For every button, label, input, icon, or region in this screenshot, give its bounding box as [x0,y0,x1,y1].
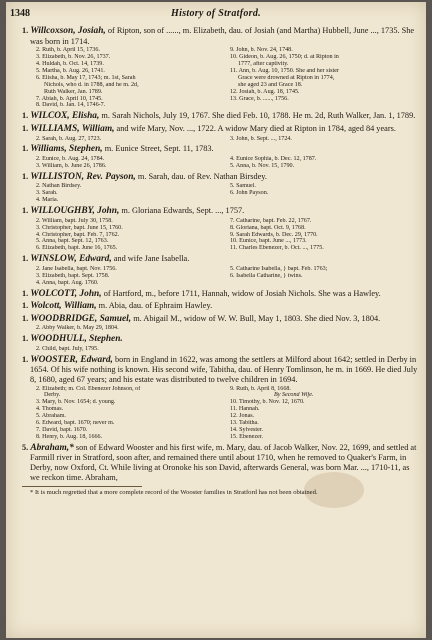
child-item: 12. Jonas. [230,413,255,420]
children-column-right [224,47,418,109]
person-name: WILLIAMS, William, [30,123,115,134]
child-item: 2. Child, bapt. July, 1795. [36,345,99,352]
entry-paragraph [22,355,418,385]
child-item: 3. Elizabeth, bapt. Sept. 1758. [36,272,110,279]
family-entry [22,206,418,252]
person-name: WILLOUGHBY, John, [30,206,120,217]
entry-text: m. Eunice Street, Sept. 11, 1783. [104,144,214,154]
entry-paragraph [22,314,418,325]
children-list [22,156,418,170]
child-item: 10. Timothy, b. Nov. 12, 1670. [230,399,305,406]
child-item: 11. Ann, b. Aug. 10, 1750. She and her sister [230,67,339,74]
entry-text: of Hartford, m., before 1711, Hannah, widow of Josiah Nichols. She was a Hawley. [103,288,381,298]
child-item: 12. Josiah, b. Aug. 18, 1745. [230,88,300,95]
children-column-left [36,156,224,170]
entry-number: 1. [22,301,29,311]
child-item: 14. Sylvester. [230,427,264,433]
child-item: 9. Sarah Edwards, b. Dec. 29, 1770. [230,231,318,238]
child-item: 5. Anna, bapt. Sept. 12, 1763. [36,238,109,245]
entry-paragraph [22,111,418,122]
person-name: WILCOX, Elisha, [30,111,100,122]
child-item: 2. Ruth, b. April 15, 1736. [36,47,100,54]
child-item: 2. William, bapt. July 30, 1758. [36,217,113,224]
entry-number: 1. [22,144,29,154]
child-item: Grace were drowned at Ripton in 1774, [238,74,335,81]
family-entry [22,443,418,482]
child-item: 4. Christopher, bapt. Feb. 7, 1762. [36,231,120,238]
footnote-rule [22,486,142,487]
entry-paragraph [22,443,418,482]
child-item: 8. Henry, b. Aug. 18, 1666. [36,433,103,440]
child-item: 7. David, bapt. 1670. [36,427,88,433]
entry-paragraph [22,254,418,265]
child-item: 8. David, b. Jan. 14, 1746-7. [36,102,106,109]
children-column-left [36,346,224,353]
child-item: Ruth Walker, Jan. 1789. [44,88,103,95]
entry-number: 5. [22,442,29,452]
entry-text: m. Abia, dau. of Ephraim Hawley. [98,301,213,311]
children-list [22,47,418,109]
entry-number: 1. [22,171,29,181]
child-item: 2. Nathan Birdsey. [36,183,82,190]
children-list [22,346,418,353]
child-item: 2. Jane Isabella, bapt. Nov. 1756. [36,265,117,272]
child-item: 6. Elisha, b. May 17, 1743; m. 1st, Sarah [36,74,136,81]
child-item: 9. John, b. Nov. 24, 1748. [230,47,293,54]
children-list [22,136,418,143]
child-item: 6. John Payson. [230,190,269,197]
children-column-left [36,218,224,253]
entry-paragraph [22,144,418,155]
child-item: 4. Huldah, b. Oct. 14, 1739. [36,61,104,67]
entry-number: 1. [22,313,29,323]
children-column-left [36,386,224,441]
child-item: 13. Tabitha. [230,420,259,427]
person-name: WILLISTON, Rev. Payson, [30,171,136,182]
children-list [22,386,418,441]
entry-text: and wife Jane Isabella. [113,254,190,264]
children-column-left [36,47,224,109]
family-entry [22,254,418,286]
child-item: 4. Anna, bapt. Aug. 1760. [36,279,99,286]
entry-number: 1. [22,206,29,216]
page-number: 1348 [10,8,30,19]
children-column-left [36,325,224,332]
child-item: 9. Ruth, b. April 8, 1668. [230,385,291,392]
family-entry [22,301,418,312]
person-name: Willcoxson, Josiah, [30,26,106,36]
entry-paragraph [22,206,418,217]
entry-paragraph [22,289,418,300]
children-list [22,325,418,332]
child-item: 5. Abraham. [36,413,66,420]
entry-paragraph [22,334,418,345]
children-column-right [224,218,418,253]
entry-text: m. Gloriana Edwards, Sept. ..., 1757. [121,206,245,216]
child-item: 11. Charles Ebenezer, b. Oct. ..., 1775. [230,245,324,252]
entry-number: 1. [22,334,29,344]
family-entry [22,334,418,353]
child-item: 5. Catharine Isabella, } bapt. Feb. 1763; [230,265,328,272]
child-item: 3. Sarah. [36,190,58,197]
family-entry [22,111,418,122]
child-item: 2. Elizabeth; m. Col. Ebenezer Johnson, of [36,385,141,392]
children-column-right [224,346,418,353]
children-column-right [224,266,418,287]
child-item: 3. William, b. June 26, 1786. [36,162,107,169]
children-list [22,266,418,287]
entry-number: 1. [22,354,29,364]
person-name: Wolcott, William, [30,301,97,312]
children-column-right [224,386,418,441]
children-list [22,183,418,204]
child-item: 8. Gloriana, bapt. Oct. 9, 1768. [230,224,306,231]
entry-number: 1. [22,123,29,133]
children-column-left [36,183,224,204]
footnote: * It is much regretted that a more complete record of the Wooster families in Stratford has not been obtained. [30,489,318,497]
entry-paragraph [22,172,418,183]
person-name: WOOSTER, Edward, [30,354,113,365]
child-item: 2. Eunice, b. Aug. 24, 1784. [36,156,105,163]
family-entry [22,172,418,204]
person-name: WOLCOTT, John, [30,288,102,299]
entry-number: 1. [22,26,29,35]
entry-paragraph [22,124,418,135]
child-item: 15. Ebenezer. [230,433,263,440]
entry-paragraph [22,301,418,312]
child-item: 2. Abby Walker, b. May 29, 1804. [36,325,119,332]
family-entry [22,314,418,333]
child-item: 3. Mary, b. Nov. 1654; d. young. [36,399,116,406]
book-page [6,2,426,638]
child-item: 10. Gideon, b. Aug. 26, 1750; d. at Ripton in [230,54,339,61]
child-item: 4. Thomas. [36,406,64,413]
entry-number: 1. [22,288,29,298]
child-item: By Second Wife. [274,392,314,399]
entry-number: 1. [22,254,29,264]
entry-text: of Ripton, son of ......, m. Elizabeth, dau. of Josiah (and Martha) Hubbell, June ..., 1735. She was born in 1714. [30,26,415,46]
page-header [6,8,426,22]
person-name: WINSLOW, Edward, [30,254,112,265]
genealogy-entries [22,26,418,497]
entry-text: born in England in 1622, was among the settlers at Milford about 1642; settled in Derby in 1654. Of his wife nothing is known. His second wife, Tabitha, dau. of Henry Tomlinson, he m. in 1669. He died July 8, 1680, aged 67 years; and his estate was distributed to twelve children in 1694. [30,354,418,384]
child-item: 1777, after captivity. [238,61,289,67]
children-column-left [36,136,224,143]
child-item: 6. Edward, bapt. 1670; never m. [36,420,115,427]
family-entry [22,124,418,143]
person-name: Williams, Stephen, [30,144,103,155]
person-name: Abraham,* [30,442,74,453]
child-item: 7. Catharine, bapt. Feb. 22, 1767. [230,217,312,224]
child-item: 7. Abiah, b. April 10, 1745. [36,95,103,102]
child-item: 4. Eunice Sophia, b. Dec. 12, 1787. [230,156,317,163]
entry-text: son of Edward Wooster and his first wife, m. Mary, dau. of Jacob Walker, Nov. 22, 1699, and settled at Farmill river in Stratford, soon after, and remained there until about 1710, when he removed to Quaker's Farm, in Derby, now Oxford, Ct. While living at Oronoke his son David, afterwards General, was born Mar. ..., 1710-11, as we reckon time. Abraham, [30,442,417,482]
family-entry [22,289,418,300]
child-item: she aged 23 and Grace 18. [238,81,303,88]
family-entry [22,355,418,441]
child-item: 3. Elizabeth, b. Nov. 26, 1737. [36,54,111,61]
child-item: 3. Christopher, bapt. June 15, 1760. [36,224,123,231]
entry-number: 1. [22,111,29,121]
child-item: 4. Maria. [36,197,59,204]
entry-text: m. Abigail M., widow of W. W. Bull, May 1, 1803. She died Nov. 3, 1804. [133,313,381,323]
child-item: 10. Eunice, bapt. June ..., 1773. [230,238,307,245]
children-column-right [224,325,418,332]
children-column-right [224,183,418,204]
children-column-right [224,136,418,143]
child-item: 3. John, b. Sept. ..., 1724. [230,135,292,142]
running-title: History of Stratford. [171,8,261,19]
children-list [22,218,418,253]
child-item: Derby. [44,392,61,399]
child-item: 5. Martha, b. Aug. 26, 1741. [36,67,105,74]
entry-text: and wife Mary, Nov. ..., 1722. A widow Mary died at Ripton in 1784, aged 84 years. [116,123,396,133]
person-name: WOODBRIDGE, Samuel, [30,313,132,324]
entry-text: m. Sarah, dau. of Rev. Nathan Birsdey. [137,171,267,181]
children-column-left [36,266,224,287]
child-item: 11. Hannah. [230,406,260,413]
family-entry [22,144,418,169]
child-item: 2. Sarah, b. Aug. 27, 1723. [36,135,102,142]
entry-paragraph [22,26,418,46]
child-item: 6. Elizabeth, bapt. June 16, 1765. [36,245,118,252]
person-name: WOODHULL, Stephen. [30,334,123,345]
child-item: 13. Grace, b. ......, 1756. [230,95,289,102]
child-item: 6. Isabella Catharine, } twins. [230,272,303,279]
family-entry [22,26,418,109]
child-item: 5. Samuel. [230,183,256,190]
entry-text: m. Sarah Nichols, July 19, 1767. She died Feb. 10, 1788. He m. 2d, Ruth Walker, Jan. 1, 1789. [101,111,416,121]
children-column-right [224,156,418,170]
child-item: 5. Anna, b. Nov. 15, 1790. [230,162,295,169]
child-item: Nichols, who d. in 1788, and he m. 2d, [44,81,139,88]
